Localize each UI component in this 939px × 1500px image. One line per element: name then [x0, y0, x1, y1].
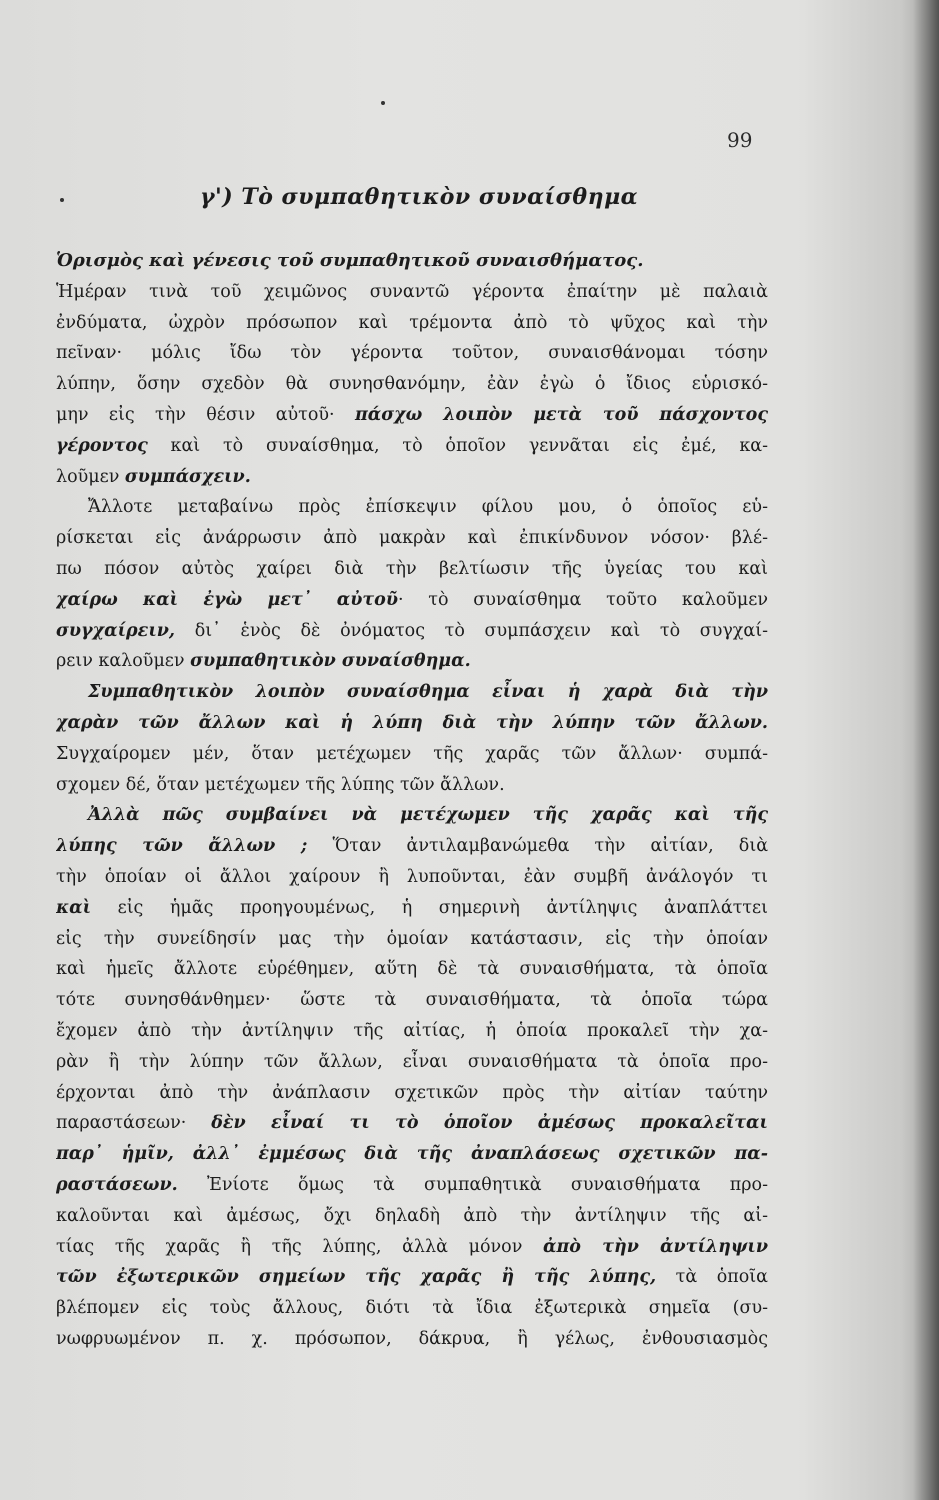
text-segment: μην εἰς τὴν θέσιν αὐτοῦ·: [56, 404, 355, 425]
text-line: [56, 308, 768, 339]
text-line: [56, 1108, 768, 1139]
text-segment: καλοῦνται καὶ ἀμέσως, ὄχι δηλαδὴ ἀπὸ τὴν ἀντίληψιν τῆς αἰ-: [56, 1205, 768, 1226]
text-segment: λοῦμεν: [56, 466, 125, 487]
text-line: [56, 1016, 768, 1047]
text-segment: Ὅταν ἀντιλαμβανώμεθα τὴν αἰτίαν, διὰ: [307, 836, 768, 857]
text-segment: πεῖναν· μόλις ἴδω τὸν γέροντα τοῦτον, συναισθάνομαι τόσην: [56, 343, 768, 364]
text-line: [56, 1139, 768, 1170]
emphasized-text: πάσχω λοιπὸν μετὰ τοῦ πάσχοντος: [354, 404, 768, 425]
emphasized-text: συγχαίρειν,: [56, 620, 176, 641]
text-line: [56, 739, 768, 770]
text-segment: ρειν καλοῦμεν: [56, 651, 191, 672]
text-line: [56, 646, 768, 677]
text-segment: τὴν ὁποίαν οἱ ἄλλοι χαίρουν ἢ λυποῦνται, ἐὰν συμβῆ ἀνάλογόν τι: [56, 866, 768, 887]
emphasized-text: ἀπὸ τὴν ἀντίληψιν: [543, 1236, 768, 1257]
text-line: [56, 277, 768, 308]
text-line: [56, 369, 768, 400]
text-line: [56, 1324, 768, 1355]
section-heading: γ') Τὸ συμπαθητικὸν συναίσθημα: [200, 184, 639, 210]
text-line: [56, 1078, 768, 1109]
text-segment: Ἄλλοτε μεταβαίνω πρὸς ἐπίσκεψιν φίλου μου, ὁ ὁποῖος εὑ-: [88, 497, 768, 518]
text-segment: καὶ ἡμεῖς ἄλλοτε εὑρέθημεν, αὕτη δὲ τὰ συναισθήματα, τὰ ὁποῖα: [56, 959, 768, 980]
text-line: [56, 554, 768, 585]
text-segment: ἐνδύματα, ὠχρὸν πρόσωπον καὶ τρέμοντα ἀπὸ τὸ ψῦχος καὶ τὴν: [56, 312, 768, 333]
text-line: [56, 1262, 768, 1293]
text-line: [56, 1201, 768, 1232]
emphasized-text: δὲν εἶναί τι τὸ ὁποῖον ἀμέσως προκαλεῖται: [211, 1113, 768, 1134]
text-segment: ρίσκεται εἰς ἀνάρρωσιν ἀπὸ μακρὰν καὶ ἐπικίνδυνον νόσον· βλέ-: [56, 528, 768, 549]
text-segment: Συγχαίρομεν μέν, ὅταν μετέχωμεν τῆς χαρᾶς τῶν ἄλλων· συμπά-: [56, 743, 768, 764]
text-line: [56, 1293, 768, 1324]
page-number: 99: [727, 128, 753, 152]
emphasized-text: χαίρω καὶ ἐγὼ μετ᾽ αὐτοῦ: [56, 589, 398, 610]
text-line: [56, 770, 768, 801]
text-line: [56, 338, 768, 369]
emphasized-text: ραστάσεων.: [56, 1174, 178, 1195]
text-segment: λύπην, ὅσην σχεδὸν θὰ συνησθανόμην, ἐὰν ἐγὼ ὁ ἴδιος εὑρισκό-: [56, 374, 768, 395]
text-line: [56, 800, 768, 831]
emphasized-text: συμπαθητικὸν συναίσθημα.: [190, 651, 471, 672]
text-segment: · τὸ συναίσθημα τοῦτο καλοῦμεν: [397, 589, 768, 610]
text-segment: ρὰν ἢ τὴν λύπην τῶν ἄλλων, εἶναι συναισθήματα τὰ ὁποῖα προ-: [56, 1051, 768, 1072]
text-line: [56, 523, 768, 554]
emphasized-text: Συμπαθητικὸν λοιπὸν συναίσθημα εἶναι ἡ χαρὰ διὰ τὴν: [88, 682, 768, 703]
text-line: [56, 831, 768, 862]
text-line: [56, 400, 768, 431]
text-segment: εἰς τὴν συνείδησίν μας τὴν ὁμοίαν κατάστασιν, εἰς τὴν ὁποίαν: [56, 928, 768, 949]
text-segment: Ἐνίοτε ὅμως τὰ συμπαθητικὰ συναισθήματα προ-: [177, 1174, 768, 1195]
emphasized-text: λύπης τῶν ἄλλων ;: [56, 836, 308, 857]
text-segment: δι᾽ ἑνὸς δὲ ὀνόματος τὸ συμπάσχειν καὶ τὸ συγχαί-: [175, 620, 768, 641]
emphasized-text: Ὁρισμὸς καὶ γένεσις τοῦ συμπαθητικοῦ συναισθήματος.: [56, 250, 644, 271]
emphasized-text: συμπάσχειν.: [124, 466, 251, 487]
text-line: [56, 893, 768, 924]
text-segment: βλέπομεν εἰς τοὺς ἄλλους, διότι τὰ ἴδια ἐξωτερικὰ σημεῖα (συ-: [56, 1298, 768, 1319]
text-line: [56, 1170, 768, 1201]
text-line: [56, 985, 768, 1016]
text-line: [56, 677, 768, 708]
text-segment: τὰ ὁποῖα: [656, 1267, 768, 1288]
text-segment: εἰς ἡμᾶς προηγουμένως, ἡ σημερινὴ ἀντίληψις ἀναπλάττει: [91, 897, 768, 918]
emphasized-text: παρ᾽ ἡμῖν, ἀλλ᾽ ἐμμέσως διὰ τῆς ἀναπλάσεως σχετικῶν πα-: [56, 1144, 768, 1165]
text-line: [56, 492, 768, 523]
text-segment: τότε συνησθάνθημεν· ὥστε τὰ συναισθήματα, τὰ ὁποῖα τώρα: [56, 990, 768, 1011]
text-line: [56, 585, 768, 616]
text-segment: παραστάσεων·: [56, 1113, 212, 1134]
emphasized-text: χαρὰν τῶν ἄλλων καὶ ἡ λύπη διὰ τὴν λύπην τῶν ἄλλων.: [56, 712, 768, 733]
text-line: [56, 462, 768, 493]
text-segment: έρχονται ἀπὸ τὴν ἀνάπλασιν σχετικῶν πρὸς τὴν αἰτίαν ταύτην: [56, 1082, 768, 1103]
emphasized-text: τῶν ἐξωτερικῶν σημείων τῆς χαρᾶς ἢ τῆς λύπης,: [56, 1267, 657, 1288]
text-line: [56, 246, 768, 277]
text-line: [56, 431, 768, 462]
ink-speck: [60, 198, 64, 202]
text-segment: Ἡμέραν τινὰ τοῦ χειμῶνος συναντῶ γέροντα ἐπαίτην μὲ παλαιὰ: [56, 281, 768, 302]
text-segment: νωφρυωμένον π. χ. πρόσωπον, δάκρυα, ἢ γέλως, ἐνθουσιασμὸς: [56, 1328, 768, 1349]
ink-speck: [381, 101, 385, 105]
text-line: [56, 1232, 768, 1263]
text-line: [56, 616, 768, 647]
text-segment: πω πόσον αὐτὸς χαίρει διὰ τὴν βελτίωσιν τῆς ὑγείας του καὶ: [56, 558, 768, 579]
text-segment: σχομεν δέ, ὅταν μετέχωμεν τῆς λύπης τῶν ἄλλων.: [56, 774, 505, 795]
text-line: [56, 924, 768, 955]
text-segment: τίας τῆς χαρᾶς ἢ τῆς λύπης, ἀλλὰ μόνον: [56, 1236, 544, 1257]
text-line: [56, 1047, 768, 1078]
text-segment: ἔχομεν ἀπὸ τὴν ἀντίληψιν τῆς αἰτίας, ἡ ὁποία προκαλεῖ τὴν χα-: [56, 1020, 768, 1041]
text-line: [56, 954, 768, 985]
text-line: [56, 708, 768, 739]
emphasized-text: Ἀλλὰ πῶς συμβαίνει νὰ μετέχωμεν τῆς χαρᾶς καὶ τῆς: [88, 805, 768, 826]
emphasized-text: καὶ: [56, 897, 92, 918]
text-line: [56, 862, 768, 893]
page-edge-shadow: [913, 0, 939, 1500]
text-segment: καὶ τὸ συναίσθημα, τὸ ὁποῖον γεννᾶται εἰς ἐμέ, κα-: [147, 435, 768, 456]
emphasized-text: γέροντος: [56, 435, 148, 456]
body-text: [56, 246, 768, 1355]
